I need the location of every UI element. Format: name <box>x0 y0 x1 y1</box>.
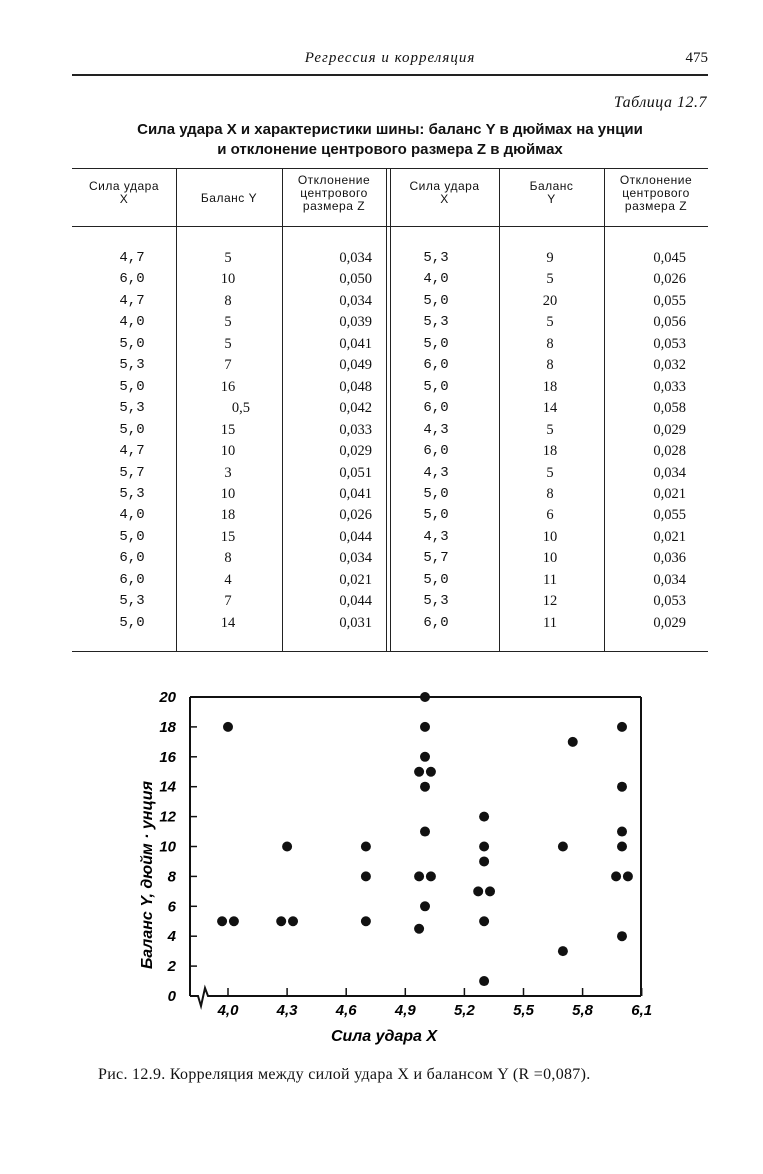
cell-z-right: 0,053 <box>653 593 686 610</box>
cell-z-left: 0,029 <box>339 443 372 460</box>
data-point <box>426 871 436 881</box>
cell-z-right: 0,045 <box>653 250 686 266</box>
cell-z-right: 0,033 <box>653 378 686 395</box>
cell-x-left: 5,3 <box>119 357 145 374</box>
cell-x-left: 5,0 <box>119 528 145 545</box>
cell-x-right: 4,3 <box>423 421 449 438</box>
cell-z-left: 0,039 <box>339 314 372 331</box>
chart-ticks <box>158 689 652 1019</box>
data-point <box>479 916 489 926</box>
cell-z-right: 0,055 <box>653 292 686 309</box>
cell-x-left: 4,0 <box>119 314 145 331</box>
cell-x-left: 4,7 <box>119 250 145 266</box>
cell-y-right: 8 <box>546 357 554 374</box>
cell-x-left: 4,0 <box>119 507 145 524</box>
cell-z-left: 0,031 <box>339 614 372 631</box>
data-point <box>217 916 227 926</box>
cell-x-left: 6,0 <box>119 571 145 588</box>
data-point <box>361 916 371 926</box>
cell-x-right: 4,3 <box>423 464 449 481</box>
y-tick-label: 0 <box>167 988 176 1005</box>
cell-y-left: 18 <box>220 507 236 524</box>
cell-y-right: 8 <box>546 485 554 502</box>
y-tick-label: 12 <box>159 808 176 826</box>
table-label: Таблица 12.7 <box>613 94 707 111</box>
cell-x-left: 4,7 <box>119 292 145 309</box>
cell-y-left: 16 <box>220 378 236 395</box>
cell-x-left: 5,0 <box>119 614 145 631</box>
header-line: X <box>119 192 129 206</box>
cell-x-right: 6,0 <box>423 614 449 631</box>
data-point <box>276 916 286 926</box>
data-point <box>361 871 371 881</box>
data-point <box>611 871 621 881</box>
data-point <box>420 692 430 702</box>
data-point <box>414 871 424 881</box>
data-point <box>617 931 627 941</box>
cell-x-left: 6,0 <box>119 271 145 288</box>
header-line: X <box>440 192 449 206</box>
cell-z-left: 0,041 <box>339 485 372 502</box>
y-tick-label: 20 <box>159 689 176 706</box>
x-tick-label: 4,3 <box>276 1002 298 1019</box>
cell-y-left: 10 <box>220 443 236 460</box>
cell-z-right: 0,058 <box>653 400 686 417</box>
data-point <box>479 976 489 986</box>
cell-y-right: 10 <box>542 550 558 567</box>
cell-x-right: 4,0 <box>423 271 449 288</box>
cell-x-left: 5,3 <box>119 485 145 502</box>
cell-z-left: 0,049 <box>339 357 372 374</box>
cell-y-right: 11 <box>543 614 557 631</box>
data-point <box>558 842 568 852</box>
cell-y-right: 5 <box>546 271 554 288</box>
cell-y-right: 6 <box>546 507 554 524</box>
cell-z-left: 0,048 <box>339 378 372 395</box>
cell-z-left: 0,041 <box>339 335 372 352</box>
data-point <box>485 886 495 896</box>
cell-x-right: 5,0 <box>423 571 449 588</box>
page-number: 475 <box>685 50 708 66</box>
cell-y-left: 15 <box>220 421 236 438</box>
cell-y-left: 8 <box>224 292 232 309</box>
cell-y-right: 18 <box>542 443 558 460</box>
data-point <box>568 737 578 747</box>
cell-z-right: 0,021 <box>653 485 686 502</box>
data-point <box>414 924 424 934</box>
data-point <box>420 722 430 732</box>
cell-x-right: 5,0 <box>423 485 449 502</box>
cell-z-right: 0,021 <box>653 528 686 545</box>
y-tick-label: 2 <box>167 958 176 976</box>
header-line: Баланс <box>529 179 574 193</box>
cell-x-left: 5,3 <box>119 593 145 610</box>
cell-z-right: 0,032 <box>653 357 686 374</box>
y-tick-label: 16 <box>159 748 176 766</box>
data-point <box>479 842 489 852</box>
figure-caption: Рис. 12.9. Корреляция между силой удара X и балансом Y (R =0,087). <box>98 1066 591 1083</box>
cell-y-left: 5 <box>224 250 232 266</box>
y-tick-label: 18 <box>159 718 176 736</box>
cell-z-right: 0,034 <box>653 571 686 588</box>
header-line: Отклонение <box>619 173 693 187</box>
cell-z-left: 0,021 <box>339 571 372 588</box>
header-line: центрового <box>622 186 690 200</box>
cell-z-right: 0,029 <box>653 614 686 631</box>
cell-x-right: 6,0 <box>423 400 449 417</box>
cell-y-right: 11 <box>543 571 557 588</box>
data-point <box>617 722 627 732</box>
cell-x-left: 5,3 <box>119 400 145 417</box>
data-point <box>420 827 430 837</box>
data-point <box>282 842 292 852</box>
cell-x-left: 6,0 <box>119 550 145 567</box>
y-tick-label: 4 <box>167 928 176 946</box>
cell-y-right: 9 <box>546 250 554 266</box>
data-point <box>473 886 483 896</box>
header-line: Сила удара <box>88 179 159 193</box>
data-point <box>420 752 430 762</box>
data-point <box>420 782 430 792</box>
data-point <box>223 722 233 732</box>
cell-y-left: 5 <box>224 314 232 331</box>
cell-x-right: 6,0 <box>423 357 449 374</box>
header-line: Сила удара <box>409 179 480 193</box>
cell-z-right: 0,026 <box>653 271 686 288</box>
cell-x-right: 5,0 <box>423 335 449 352</box>
cell-x-left: 5,0 <box>119 378 145 395</box>
cell-y-right: 18 <box>542 378 558 395</box>
cell-z-left: 0,051 <box>339 464 372 481</box>
cell-y-right: 20 <box>542 292 558 309</box>
x-tick-label: 6,1 <box>631 1002 653 1019</box>
data-point <box>420 901 430 911</box>
cell-y-left: 4 <box>224 571 232 588</box>
data-point <box>617 782 627 792</box>
cell-y-left: 5 <box>224 335 232 352</box>
data-point <box>558 946 568 956</box>
data-point <box>617 842 627 852</box>
x-tick-label: 5,2 <box>453 1002 475 1019</box>
cell-z-right: 0,028 <box>653 443 686 460</box>
cell-y-left: 7 <box>224 593 232 610</box>
cell-x-right: 5,3 <box>423 593 449 610</box>
cell-z-left: 0,050 <box>339 271 372 288</box>
cell-y-left: 3 <box>224 464 232 481</box>
cell-x-left: 5,0 <box>119 421 145 438</box>
cell-x-right: 5,7 <box>423 550 449 567</box>
cell-y-left: 10 <box>220 271 236 288</box>
cell-y-left: 8 <box>224 550 232 567</box>
cell-x-right: 5,3 <box>423 314 449 331</box>
cell-y-right: 5 <box>546 314 554 331</box>
y-axis-title: Баланс Y, дюйм · унция <box>139 780 156 970</box>
x-tick-label: 4,6 <box>335 1002 357 1019</box>
cell-y-right: 12 <box>542 593 558 610</box>
cell-z-left: 0,034 <box>339 550 372 567</box>
cell-x-right: 5,3 <box>423 250 449 266</box>
cell-y-right: 5 <box>546 464 554 481</box>
cell-y-left: 7 <box>224 357 232 374</box>
cell-x-right: 5,0 <box>423 378 449 395</box>
cell-z-right: 0,055 <box>653 507 686 524</box>
data-point <box>479 812 489 822</box>
cell-z-left: 0,034 <box>339 250 372 266</box>
cell-z-right: 0,053 <box>653 335 686 352</box>
data-point <box>623 871 633 881</box>
cell-z-left: 0,026 <box>339 507 372 524</box>
table-caption-line-2: и отклонение центрового размера Z в дюймах <box>217 141 563 158</box>
data-point <box>361 842 371 852</box>
cell-y-left: 14 <box>220 614 236 631</box>
cell-y-right: 5 <box>546 421 554 438</box>
chart-points <box>217 692 633 986</box>
y-tick-label: 8 <box>167 868 176 886</box>
cell-y-right: 8 <box>546 335 554 352</box>
cell-y-left: 10 <box>220 485 236 502</box>
cell-z-right: 0,036 <box>653 550 686 567</box>
cell-z-left: 0,033 <box>339 421 372 438</box>
cell-z-right: 0,029 <box>653 421 686 438</box>
x-axis-title: Сила удара X <box>330 1028 438 1045</box>
cell-z-right: 0,034 <box>653 464 686 481</box>
cell-z-left: 0,042 <box>339 400 372 417</box>
table-caption-line-1: Сила удара X и характеристики шины: баланс Y в дюймах на унции <box>137 121 643 138</box>
cell-y-right: 14 <box>542 400 558 417</box>
y-tick-label: 10 <box>159 838 176 856</box>
data-point <box>479 856 489 866</box>
x-tick-label: 4,9 <box>394 1002 416 1019</box>
cell-z-left: 0,034 <box>339 292 372 309</box>
cell-x-right: 4,3 <box>423 528 449 545</box>
cell-x-right: 5,0 <box>423 507 449 524</box>
cell-y-right: 10 <box>542 528 558 545</box>
data-point <box>426 767 436 777</box>
data-point <box>288 916 298 926</box>
header-line: Отклонение <box>297 173 371 187</box>
cell-x-left: 5,0 <box>119 335 145 352</box>
header-line: Баланс Y <box>200 191 258 205</box>
cell-z-right: 0,056 <box>653 314 686 331</box>
header-line: Y <box>547 192 556 206</box>
data-point <box>414 767 424 777</box>
x-tick-label: 4,0 <box>217 1002 239 1019</box>
data-point <box>229 916 239 926</box>
header-line: центрового <box>300 186 368 200</box>
data-point <box>617 827 627 837</box>
header-line: размера Z <box>302 199 366 213</box>
header-line: размера Z <box>624 199 688 213</box>
y-tick-label: 14 <box>159 778 176 796</box>
cell-x-right: 5,0 <box>423 292 449 309</box>
y-tick-label: 6 <box>167 898 176 916</box>
cell-y-left: 0,5 <box>231 400 250 417</box>
cell-x-left: 4,7 <box>119 443 145 460</box>
running-title: Регрессия и корреляция <box>304 50 476 66</box>
cell-z-left: 0,044 <box>339 593 372 610</box>
x-tick-label: 5,5 <box>513 1002 534 1019</box>
cell-x-right: 6,0 <box>423 443 449 460</box>
cell-x-left: 5,7 <box>119 464 145 481</box>
x-tick-label: 5,8 <box>572 1002 594 1019</box>
cell-y-left: 15 <box>220 528 236 545</box>
cell-z-left: 0,044 <box>339 528 372 545</box>
